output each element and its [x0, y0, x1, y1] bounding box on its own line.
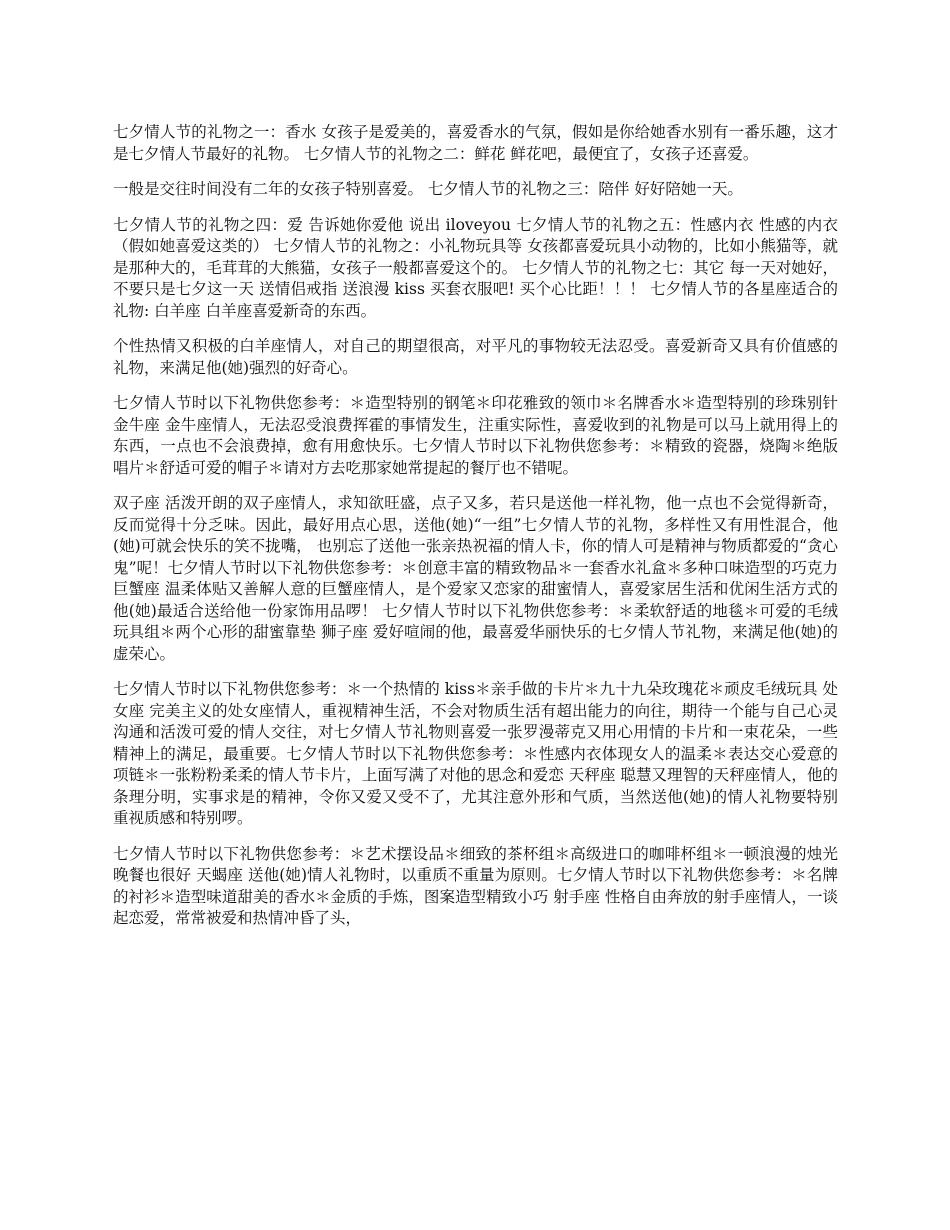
document-page — [113, 122, 838, 944]
paragraph-1: 七夕情人节的礼物之一：香水 女孩子是爱美的，喜爱香水的气氛，假如是你给她香水别有一番乐趣，这才是七夕情人节最好的礼物。 七夕情人节的礼物之二：鲜花 鲜花吧，最便宜了，女孩子还喜爱。 — [113, 123, 838, 163]
paragraph-4: 个性热情又积极的白羊座情人，对自己的期望很高，对平凡的事物较无法忍受。喜爱新奇又具有价值感的礼物，来满足他(她)强烈的好奇心。 — [113, 337, 838, 377]
paragraph-3: 七夕情人节的礼物之四：爱 告诉她你爱他 说出 iloveyou 七夕情人节的礼物之五：性感内衣 性感的内衣（假如她喜爱这类的） 七夕情人节的礼物之：小礼物玩具等 女孩都喜爱玩具小动物的，比如小熊猫等，就是那种大的，毛茸茸的大熊猫，女孩子一般都喜爱这个的。 七夕情人节的礼物之七：其它 每一天对她好，不要只是七夕这一天 送情侣戒指 送浪漫 kiss 买套衣服吧! 买个心比距！！！ 七夕情人节的各星座适合的礼物: 白羊座 白羊座喜爱新奇的东西。 — [113, 215, 838, 320]
paragraph-6: 双子座 活泼开朗的双子座情人，求知欲旺盛，点子又多，若只是送他一样礼物，他一点也不会觉得新奇，反而觉得十分乏味。因此，最好用点心思，送他(她)“一组”七夕情人节的礼物，多样性又有用性混合，他(她)可就会快乐的笑不拢嘴， 也别忘了送他一张亲热祝福的情人卡，你的情人可是精神与物质都爱的“贪心鬼”呢！七夕情人节时以下礼物供您参考：＊创意丰富的精致物品＊一套香水礼盒＊多种口味造型的巧克力 巨蟹座 温柔体贴又善解人意的巨蟹座情人，是个爱家又恋家的甜蜜情人，喜爱家居生活和优闲生活方式的他(她)最适合送给他一份家饰用品啰！ 七夕情人节时以下礼物供您参考：＊柔软舒适的地毯＊可爱的毛绒玩具组＊两个心形的甜蜜靠垫 狮子座 爱好喧闹的他，最喜爱华丽快乐的七夕情人节礼物，来满足他(她)的虚荣心。 — [113, 494, 838, 663]
paragraph-5: 七夕情人节时以下礼物供您参考：＊造型特别的钢笔＊印花雅致的领巾＊名牌香水＊造型特别的珍珠别针 金牛座 金牛座情人，无法忍受浪费挥霍的事情发生，注重实际性，喜爱收到的礼物是可以马上就用得上的东西，一点也不会浪费掉，愈有用愈快乐。七夕情人节时以下礼物供您参考：＊精致的瓷器，烧陶＊绝版唱片＊舒适可爱的帽子＊请对方去吃那家她常提起的餐厅也不错呢。 — [113, 394, 838, 477]
paragraph-2: 一般是交往时间没有二年的女孩子特别喜爱。 七夕情人节的礼物之三：陪伴 好好陪她一天。 — [113, 180, 743, 198]
paragraph-8: 七夕情人节时以下礼物供您参考：＊艺术摆设品＊细致的茶杯组＊高级进口的咖啡杯组＊一顿浪漫的烛光晚餐也很好 天蝎座 送他(她)情人礼物时，以重质不重量为原则。七夕情人节时以下礼物供您参考：＊名牌的衬衫＊造型味道甜美的香水＊金质的手炼，图案造型精致小巧 射手座 性格自由奔放的射手座情人，一谈起恋爱，常常被爱和热情冲昏了头， — [113, 844, 838, 927]
paragraph-7: 七夕情人节时以下礼物供您参考：＊一个热情的 kiss＊亲手做的卡片＊九十九朵玫瑰花＊顽皮毛绒玩具 处女座 完美主义的处女座情人，重视精神生活，不会对物质生活有超出能力的向往，期待一个能与自己心灵沟通和活泼可爱的情人交往，对七夕情人节礼物则喜爱一张罗漫蒂克又用心用情的卡片和一束花朵，一些精神上的满足，最重要。七夕情人节时以下礼物供您参考：＊性感内衣体现女人的温柔＊表达交心爱意的项链＊一张粉粉柔柔的情人节卡片，上面写满了对他的思念和爱恋 天秤座 聪慧又理智的天秤座情人，他的条理分明，实事求是的精神，令你又爱又受不了，尤其注意外形和气质，当然送他(她)的情人礼物要特别重视质感和特别啰。 — [113, 680, 838, 827]
